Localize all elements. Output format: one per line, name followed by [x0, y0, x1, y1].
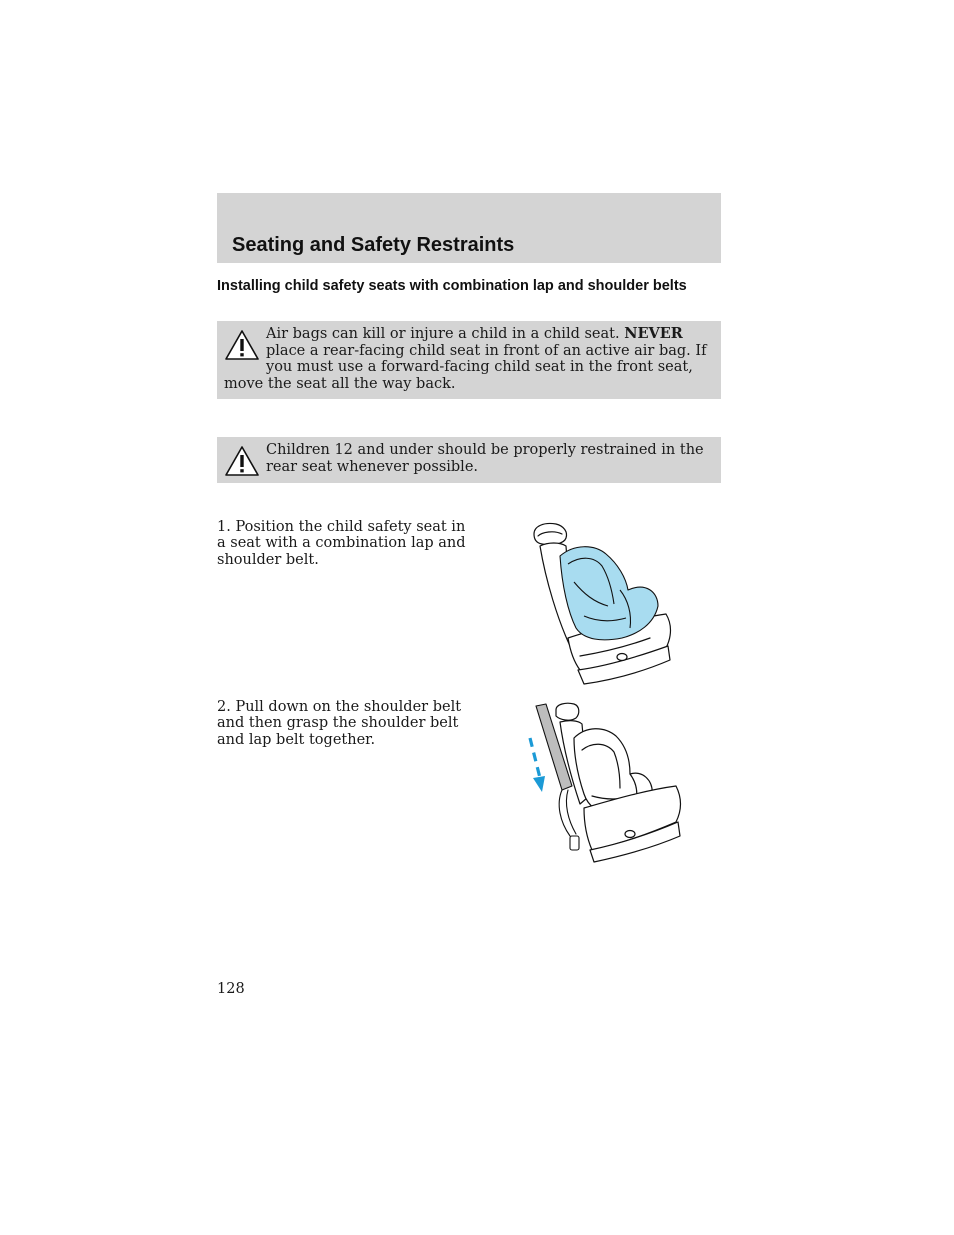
warning-emphasis: NEVER	[624, 325, 683, 342]
warning-text-children: Children 12 and under should be properly restrained in the rear seat whenever possible.	[266, 442, 704, 475]
child-seat-illustration	[528, 520, 678, 685]
warning-triangle-icon	[224, 329, 260, 361]
warning-box-children	[217, 437, 721, 483]
pull-down-arrow-icon	[530, 738, 545, 792]
shoulder-belt-illustration	[526, 700, 686, 865]
page-number: 128	[217, 981, 245, 997]
header-band	[217, 193, 721, 263]
warning-text-airbag: Air bags can kill or injure a child in a child seat. NEVER place a rear-facing child seat in front of an active air bag. If you must use a forward-facing child seat in the front seat, move the seat all the way back.	[224, 325, 707, 392]
child-seat-shell	[560, 547, 658, 640]
page-title: Seating and Safety Restraints	[232, 234, 515, 256]
lap-belt	[559, 790, 579, 850]
warning-triangle-icon	[224, 445, 260, 477]
step-1-text: 1. Position the child safety seat in a seat with a combination lap and shoulder belt.	[217, 519, 466, 568]
warning-box-airbag	[217, 321, 721, 399]
step-2-text: 2. Pull down on the shoulder belt and then grasp the shoulder belt and lap belt together.	[217, 699, 462, 748]
section-heading: Installing child safety seats with combination lap and shoulder belts	[217, 278, 687, 294]
